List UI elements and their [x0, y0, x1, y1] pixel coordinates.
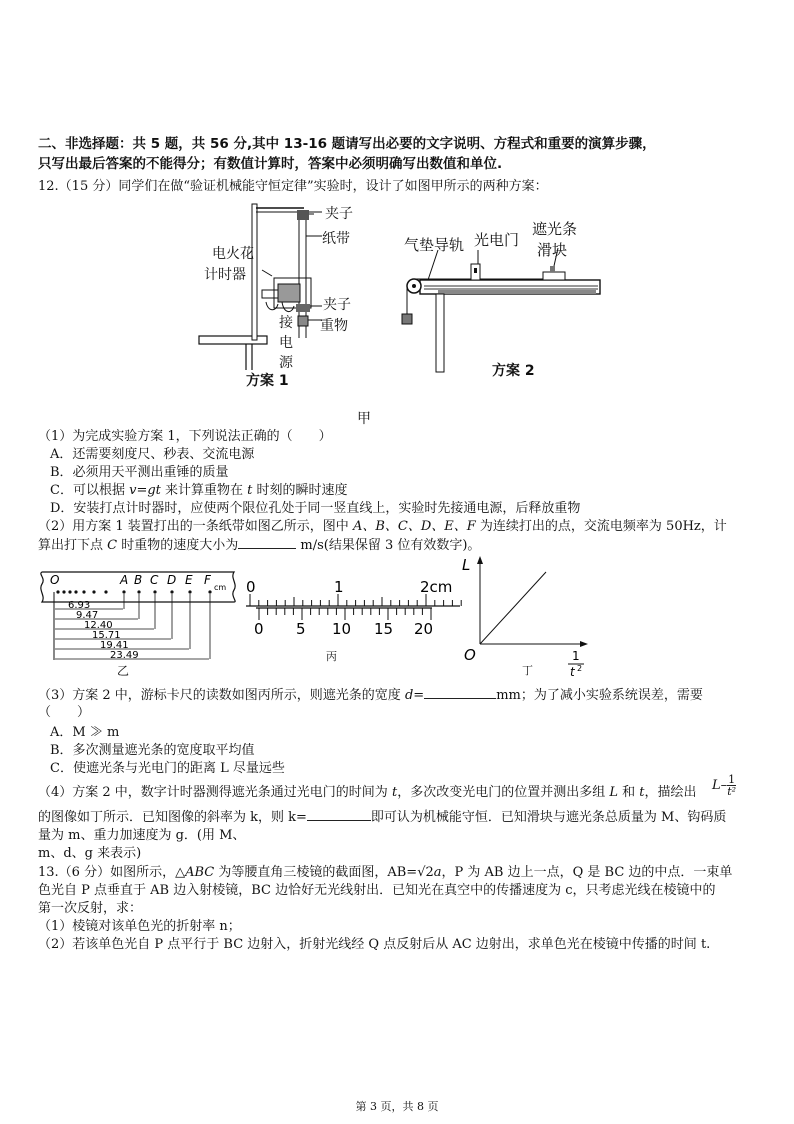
label-clamp-top: 夹子: [325, 206, 353, 222]
q12-p3-option-c: C．使遮光条与光电门的距离 L 尽量远些: [50, 761, 285, 776]
tape-label-c: C: [150, 573, 159, 587]
section-heading-line2: 只写出最后答案的不能得分；有数值计算时，答案中必须明确写出数值和单位.: [38, 156, 503, 172]
tape-distance-c: 12.40: [84, 620, 113, 631]
q12-p1-stem: （1）为完成实验方案 1，下列说法正确的（ ）: [38, 429, 332, 444]
tape-distance-d: 15.71: [92, 630, 121, 641]
q13-line3: 第一次反射，求：: [38, 901, 143, 916]
label-timer-1: 电火花: [212, 246, 254, 262]
tape-label-d: D: [167, 573, 177, 587]
vernier-label-10: 10: [332, 620, 352, 638]
tape-unit: cm: [214, 583, 227, 592]
graph-origin: O: [464, 646, 476, 664]
vernier-label-15: 15: [374, 620, 394, 638]
label-power-1: 接: [279, 315, 293, 331]
vernier-label-20: 20: [414, 620, 434, 638]
graph-x-numerator: 1: [572, 649, 580, 663]
caption-yi: 乙: [117, 664, 130, 678]
figure-vernier: [242, 574, 464, 646]
q12-p4-line1: （4）方案 2 中，数字计时器测得遮光条通过光电门的时间为 t，多次改变光电门的位置并测出多组 L 和 t，描绘出: [38, 785, 697, 800]
main-scale-label-2cm: 2cm: [420, 578, 453, 596]
section-heading-line1: 二、非选择题：共 5 题，共 56 分,其中 13-16 题请写出必要的文字说明、方程式和重要的演算步骤，: [38, 136, 656, 152]
tape-distance-f: 23.49: [110, 650, 139, 661]
label-tape: 纸带: [322, 231, 350, 247]
page-footer: 第 3 页，共 8 页: [355, 1100, 439, 1113]
q12-p4-line3: 量为 m、重力加速度为 g．(用 M、: [38, 828, 246, 843]
q12-p2-line1: （2）用方案 1 装置打出的一条纸带如图乙所示，图中 A、B、C、D、E、F 为连续打出的点，交流电频率为 50Hz，计: [38, 519, 727, 534]
q12-p1-option-b: B．必须用天平测出重锤的质量: [50, 465, 229, 480]
answer-blank-slope: [307, 808, 371, 821]
graph-y-label: L: [462, 556, 471, 574]
q12-p1-option-d: D．安装打点计时器时，应使两个限位孔处于同一竖直线上，实验时先接通电源，后释放重物: [50, 501, 581, 516]
q12-p1-option-c: C．可以根据 v=gt 来计算重物在 t 时刻的瞬时速度: [50, 483, 348, 498]
answer-blank-velocity: [238, 536, 296, 549]
tape-label-o: O: [50, 573, 60, 587]
tape-label-f: F: [204, 573, 211, 587]
q12-p3-line1: （3）方案 2 中，游标卡尺的读数如图丙所示，则遮光条的宽度 d= mm；为了减小实验系统误差，需要: [38, 688, 703, 703]
caption-ding: 丁: [522, 664, 533, 677]
q12-p2-line2: 算出打下点 C 时重物的速度大小为 m/s(结果保留 3 位有效数字)。: [38, 538, 481, 553]
label-timer-2: 计时器: [204, 267, 246, 283]
tape-distance-b: 9.47: [76, 610, 99, 621]
q13-line1: 13.（6 分）如图所示，△ABC 为等腰直角三棱镜的截面图，AB=√2a，P 为 AB 边上一点，Q 是 BC 边的中点．一束单: [38, 865, 733, 880]
figure-tape: [38, 568, 238, 672]
q13-subq2: （2）若该单色光自 P 点平行于 BC 边射入，折射光线经 Q 点反射后从 AC 边射出，求单色光在棱镜中传播的时间 t.: [38, 937, 711, 952]
q12-p1-option-a: A．还需要刻度尺、秒表、交流电源: [50, 447, 255, 462]
graph-x-denominator: t: [570, 665, 575, 679]
caption-jia: 甲: [357, 411, 371, 427]
main-scale-label-1: 1: [334, 578, 344, 596]
caption-bing: 丙: [326, 650, 337, 663]
q12-p3-paren: （ ）: [38, 705, 91, 720]
tape-distance-a: 6.93: [68, 600, 91, 611]
q13-line2: 色光自 P 点垂直于 AB 边入射棱镜，BC 边恰好无光线射出．已知光在真空中的传播速度为 c，只考虑光线在棱镜中的: [38, 883, 716, 898]
tape-label-e: E: [185, 573, 193, 587]
label-photogate: 光电门: [474, 231, 520, 249]
q12-p3-option-b: B．多次测量遮光条的宽度取平均值: [50, 743, 255, 758]
q12-p4-line2: 的图像如丁所示．已知图像的斜率为 k，则 k= 即可认为机械能守恒．已知滑块与遮光条总质量为 M、钩码质: [38, 810, 727, 825]
label-slider: 滑块: [537, 241, 568, 259]
q12-p3-option-a: A．M ≫ m: [50, 725, 120, 740]
answer-blank-width: [424, 686, 496, 699]
main-scale-label-0: 0: [246, 578, 256, 596]
label-light-strip: 遮光条: [532, 220, 578, 238]
q13-subq1: （1）棱镜对该单色光的折射率 n；: [38, 919, 241, 934]
label-power-2: 电: [279, 335, 293, 351]
vernier-label-5: 5: [296, 620, 306, 638]
q12-p4-fraction: L– $\frac{1}{\text{t²}}$: [712, 773, 737, 798]
caption-scheme2: 方案 2: [492, 363, 535, 379]
label-power-3: 源: [279, 355, 293, 371]
graph-x-exponent: 2: [577, 664, 583, 673]
tape-label-a: A: [120, 573, 129, 587]
tape-distance-e: 19.41: [100, 640, 129, 651]
tape-label-b: B: [134, 573, 143, 587]
label-air-rail: 气垫导轨: [404, 236, 465, 254]
label-weight: 重物: [320, 318, 348, 334]
vernier-label-0: 0: [254, 620, 264, 638]
caption-scheme1: 方案 1: [246, 373, 289, 389]
q12-intro: 12.（15 分）同学们在做“验证机械能守恒定律”实验时，设计了如图甲所示的两种方案：: [38, 179, 548, 194]
q12-p4-line4: m、d、g 来表示): [38, 846, 142, 861]
label-clamp-bottom: 夹子: [323, 297, 351, 313]
